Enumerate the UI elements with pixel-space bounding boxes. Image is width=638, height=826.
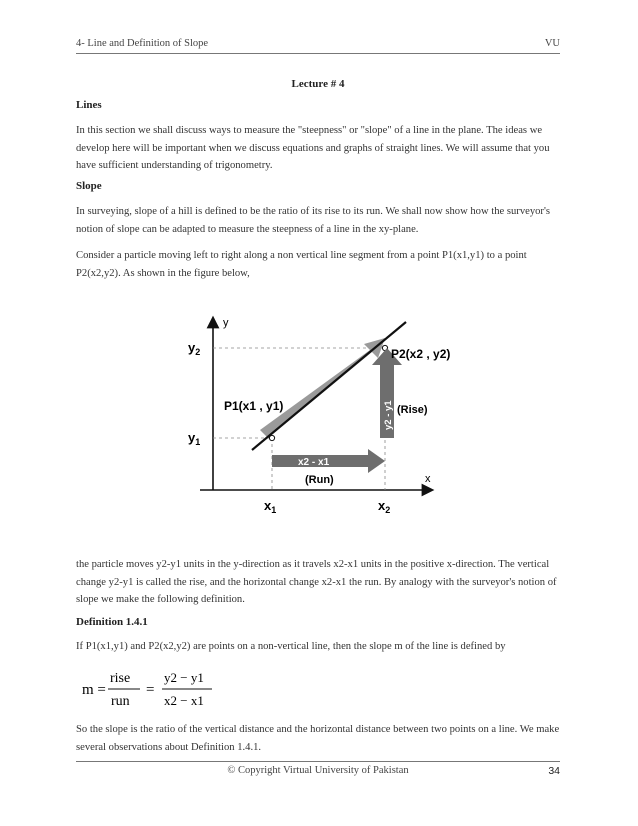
point-p1 (269, 435, 274, 440)
fraction-y-numerator: y2 − y1 (164, 670, 204, 685)
heading-lines: Lines (76, 99, 102, 111)
y-axis-label: y (223, 317, 229, 329)
paragraph-closing: So the slope is the ratio of the vertical distance and the horizontal distance between two points on a line. We make several observations about Definition 1.4.1. (76, 724, 560, 753)
slope-figure (180, 310, 450, 525)
page-number: 34 (548, 765, 560, 777)
slope-equation (80, 665, 240, 715)
paragraph-slope-1: In surveying, slope of a hill is defined to be the ratio of its rise to its run. We shall now show how the surveyor's notion of slope can be adapted to measure the steepness of a line in the xy-plane. (76, 206, 550, 235)
fraction-rise-numerator: rise (110, 671, 131, 686)
fraction-run-denominator: run (111, 694, 130, 709)
page-footer (76, 765, 560, 779)
tick-x2: $x_2$ (378, 498, 391, 515)
footer-copyright: © Copyright Virtual University of Pakistan (227, 765, 409, 776)
footer-divider (76, 761, 560, 762)
rise-expression: y2 - y1 (383, 400, 394, 430)
paragraph-lines: In this section we shall discuss ways to measure the "steepness" or "slope" of a line in the plane. The ideas we develop here will be important when we discuss equations and graphs of straight lines. We will assume that you have sufficient understanding of trigonometry. (76, 125, 550, 171)
x-axis-label: x (425, 473, 431, 485)
tick-x1: $x_1$ (264, 498, 277, 515)
run-expression: x2 - x1 (298, 457, 330, 468)
page-header (76, 38, 560, 52)
label-p1: P1(x1 , y1) (224, 399, 284, 413)
paragraph-after-figure: the particle moves y2-y1 units in the y-direction as it travels x2-x1 units in the positive x-direction. The vertical change y2-y1 is called the rise, and the horizontal change x2-x1 the run. By analogy with the surveyor's notion of slope we make the following definition. (76, 559, 557, 605)
tick-y1: $y_1$ (188, 430, 201, 447)
diagonal-arrow-shaded (260, 338, 385, 438)
label-p2: P2(x2 , y2) (391, 347, 450, 361)
rise-label: (Rise) (397, 404, 428, 416)
header-divider (76, 53, 560, 54)
fraction-x-denominator: x2 − x1 (164, 693, 204, 708)
paragraph-slope-2: Consider a particle moving left to right along a non vertical line segment from a point P1(x1,y1) to a point P2(x2,y2). As shown in the figure below, (76, 250, 527, 279)
header-chapter-title: 4- Line and Definition of Slope (76, 38, 209, 49)
heading-slope: Slope (76, 180, 102, 192)
lecture-title: Lecture # 4 (291, 78, 345, 90)
heading-definition: Definition 1.4.1 (76, 616, 148, 628)
paragraph-definition: If P1(x1,y1) and P2(x2,y2) are points on a non-vertical line, then the slope m of the line is defined by (76, 641, 506, 652)
tick-y2: $y_2$ (188, 340, 201, 357)
equation-equals: = (146, 682, 155, 698)
equation-lhs: m = (82, 682, 106, 698)
header-university: VU (544, 38, 560, 49)
run-label: (Run) (305, 474, 334, 486)
